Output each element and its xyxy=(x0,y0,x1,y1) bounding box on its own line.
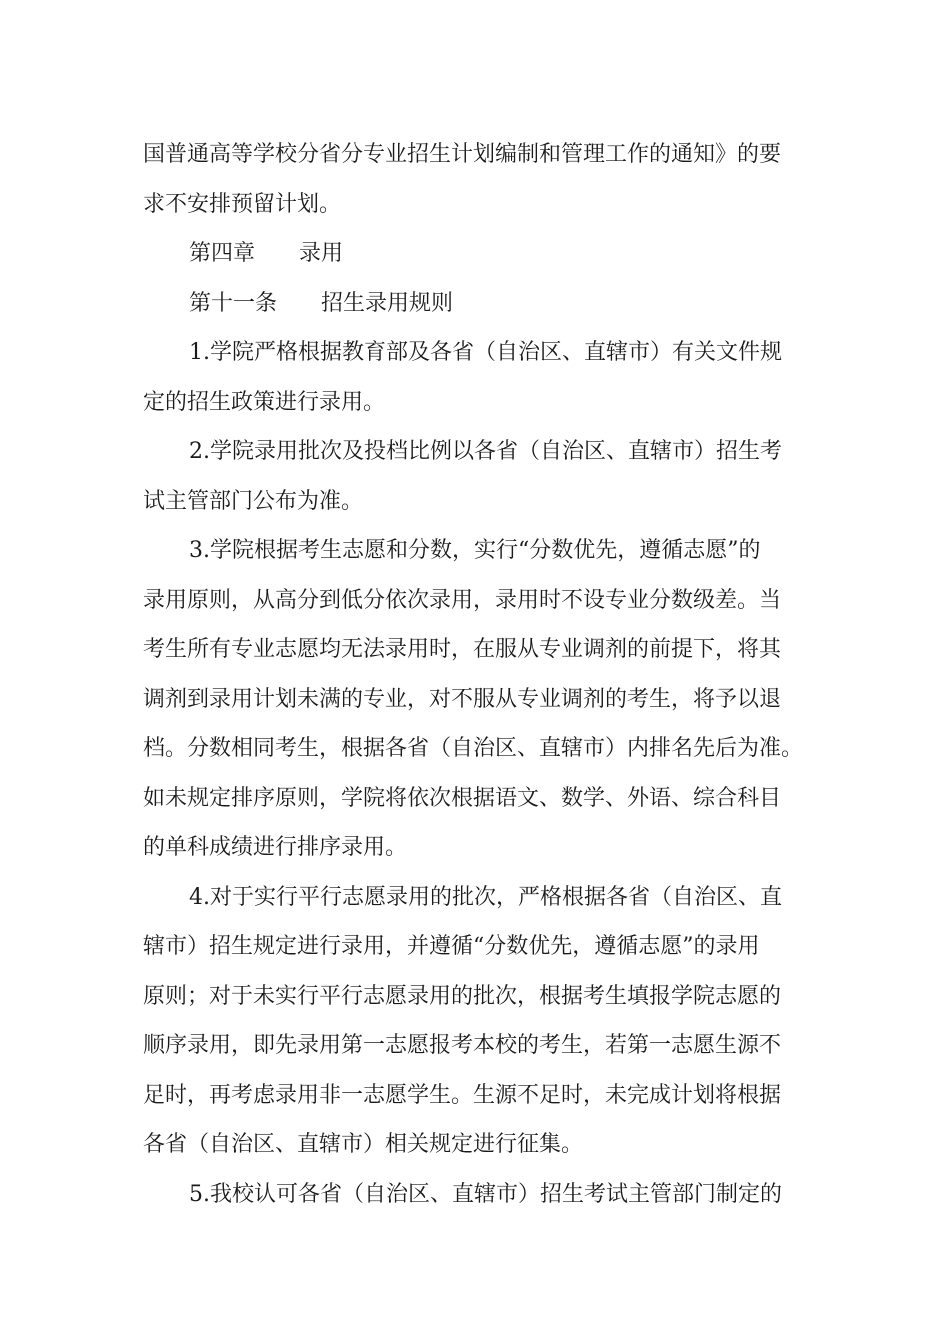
paragraph-line: 试主管部门公布为准。 xyxy=(143,488,364,514)
paragraph-line: 求不安排预留计划。 xyxy=(143,191,342,217)
paragraph-line: 原则；对于未实行平行志愿录用的批次，根据考生填报学院志愿的 xyxy=(143,983,782,1009)
paragraph-line: 1.学院严格根据教育部及各省（自治区、直辖市）有关文件规 xyxy=(189,340,782,365)
paragraph-line: 2.学院录用批次及投档比例以各省（自治区、直辖市）招生考 xyxy=(189,439,782,464)
paragraph-line: 4.对于实行平行志愿录用的批次，严格根据各省（自治区、直 xyxy=(189,884,782,910)
document-body xyxy=(143,130,811,1219)
paragraph-line: 档。分数相同考生，根据各省（自治区、直辖市）内排名先后为准。 xyxy=(143,736,804,761)
paragraph-line: 调剂到录用计划未满的专业，对不服从专业调剂的考生，将予以退 xyxy=(143,686,782,712)
chapter-heading: 第四章 录用 xyxy=(189,241,344,266)
paragraph-line: 5.我校认可各省（自治区、直辖市）招生考试主管部门制定的 xyxy=(189,1181,782,1207)
paragraph-line: 辖市）招生规定进行录用，并遵循“分数优先，遵循志愿”的录用 xyxy=(143,934,760,959)
paragraph-line: 如未规定排序原则，学院将依次根据语文、数学、外语、综合科目 xyxy=(143,785,782,811)
paragraph-line: 顺序录用，即先录用第一志愿报考本校的考生，若第一志愿生源不 xyxy=(143,1033,782,1058)
paragraph-line: 各省（自治区、直辖市）相关规定进行征集。 xyxy=(143,1132,584,1157)
article-heading: 第十一条 招生录用规则 xyxy=(189,290,454,316)
paragraph-line: 3.学院根据考生志愿和分数，实行“分数优先，遵循志愿”的 xyxy=(189,538,761,563)
paragraph-line: 考生所有专业志愿均无法录用时，在服从专业调剂的前提下，将其 xyxy=(143,637,782,662)
paragraph-line: 的单科成绩进行排序录用。 xyxy=(143,835,408,860)
paragraph-line: 足时，再考虑录用非一志愿学生。生源不足时，未完成计划将根据 xyxy=(143,1082,782,1108)
paragraph-line: 定的招生政策进行录用。 xyxy=(143,389,386,415)
paragraph-line: 录用原则，从高分到低分依次录用，录用时不设专业分数级差。当 xyxy=(143,587,782,613)
paragraph-line: 国普通高等学校分省分专业招生计划编制和管理工作的通知》的要 xyxy=(143,142,782,167)
